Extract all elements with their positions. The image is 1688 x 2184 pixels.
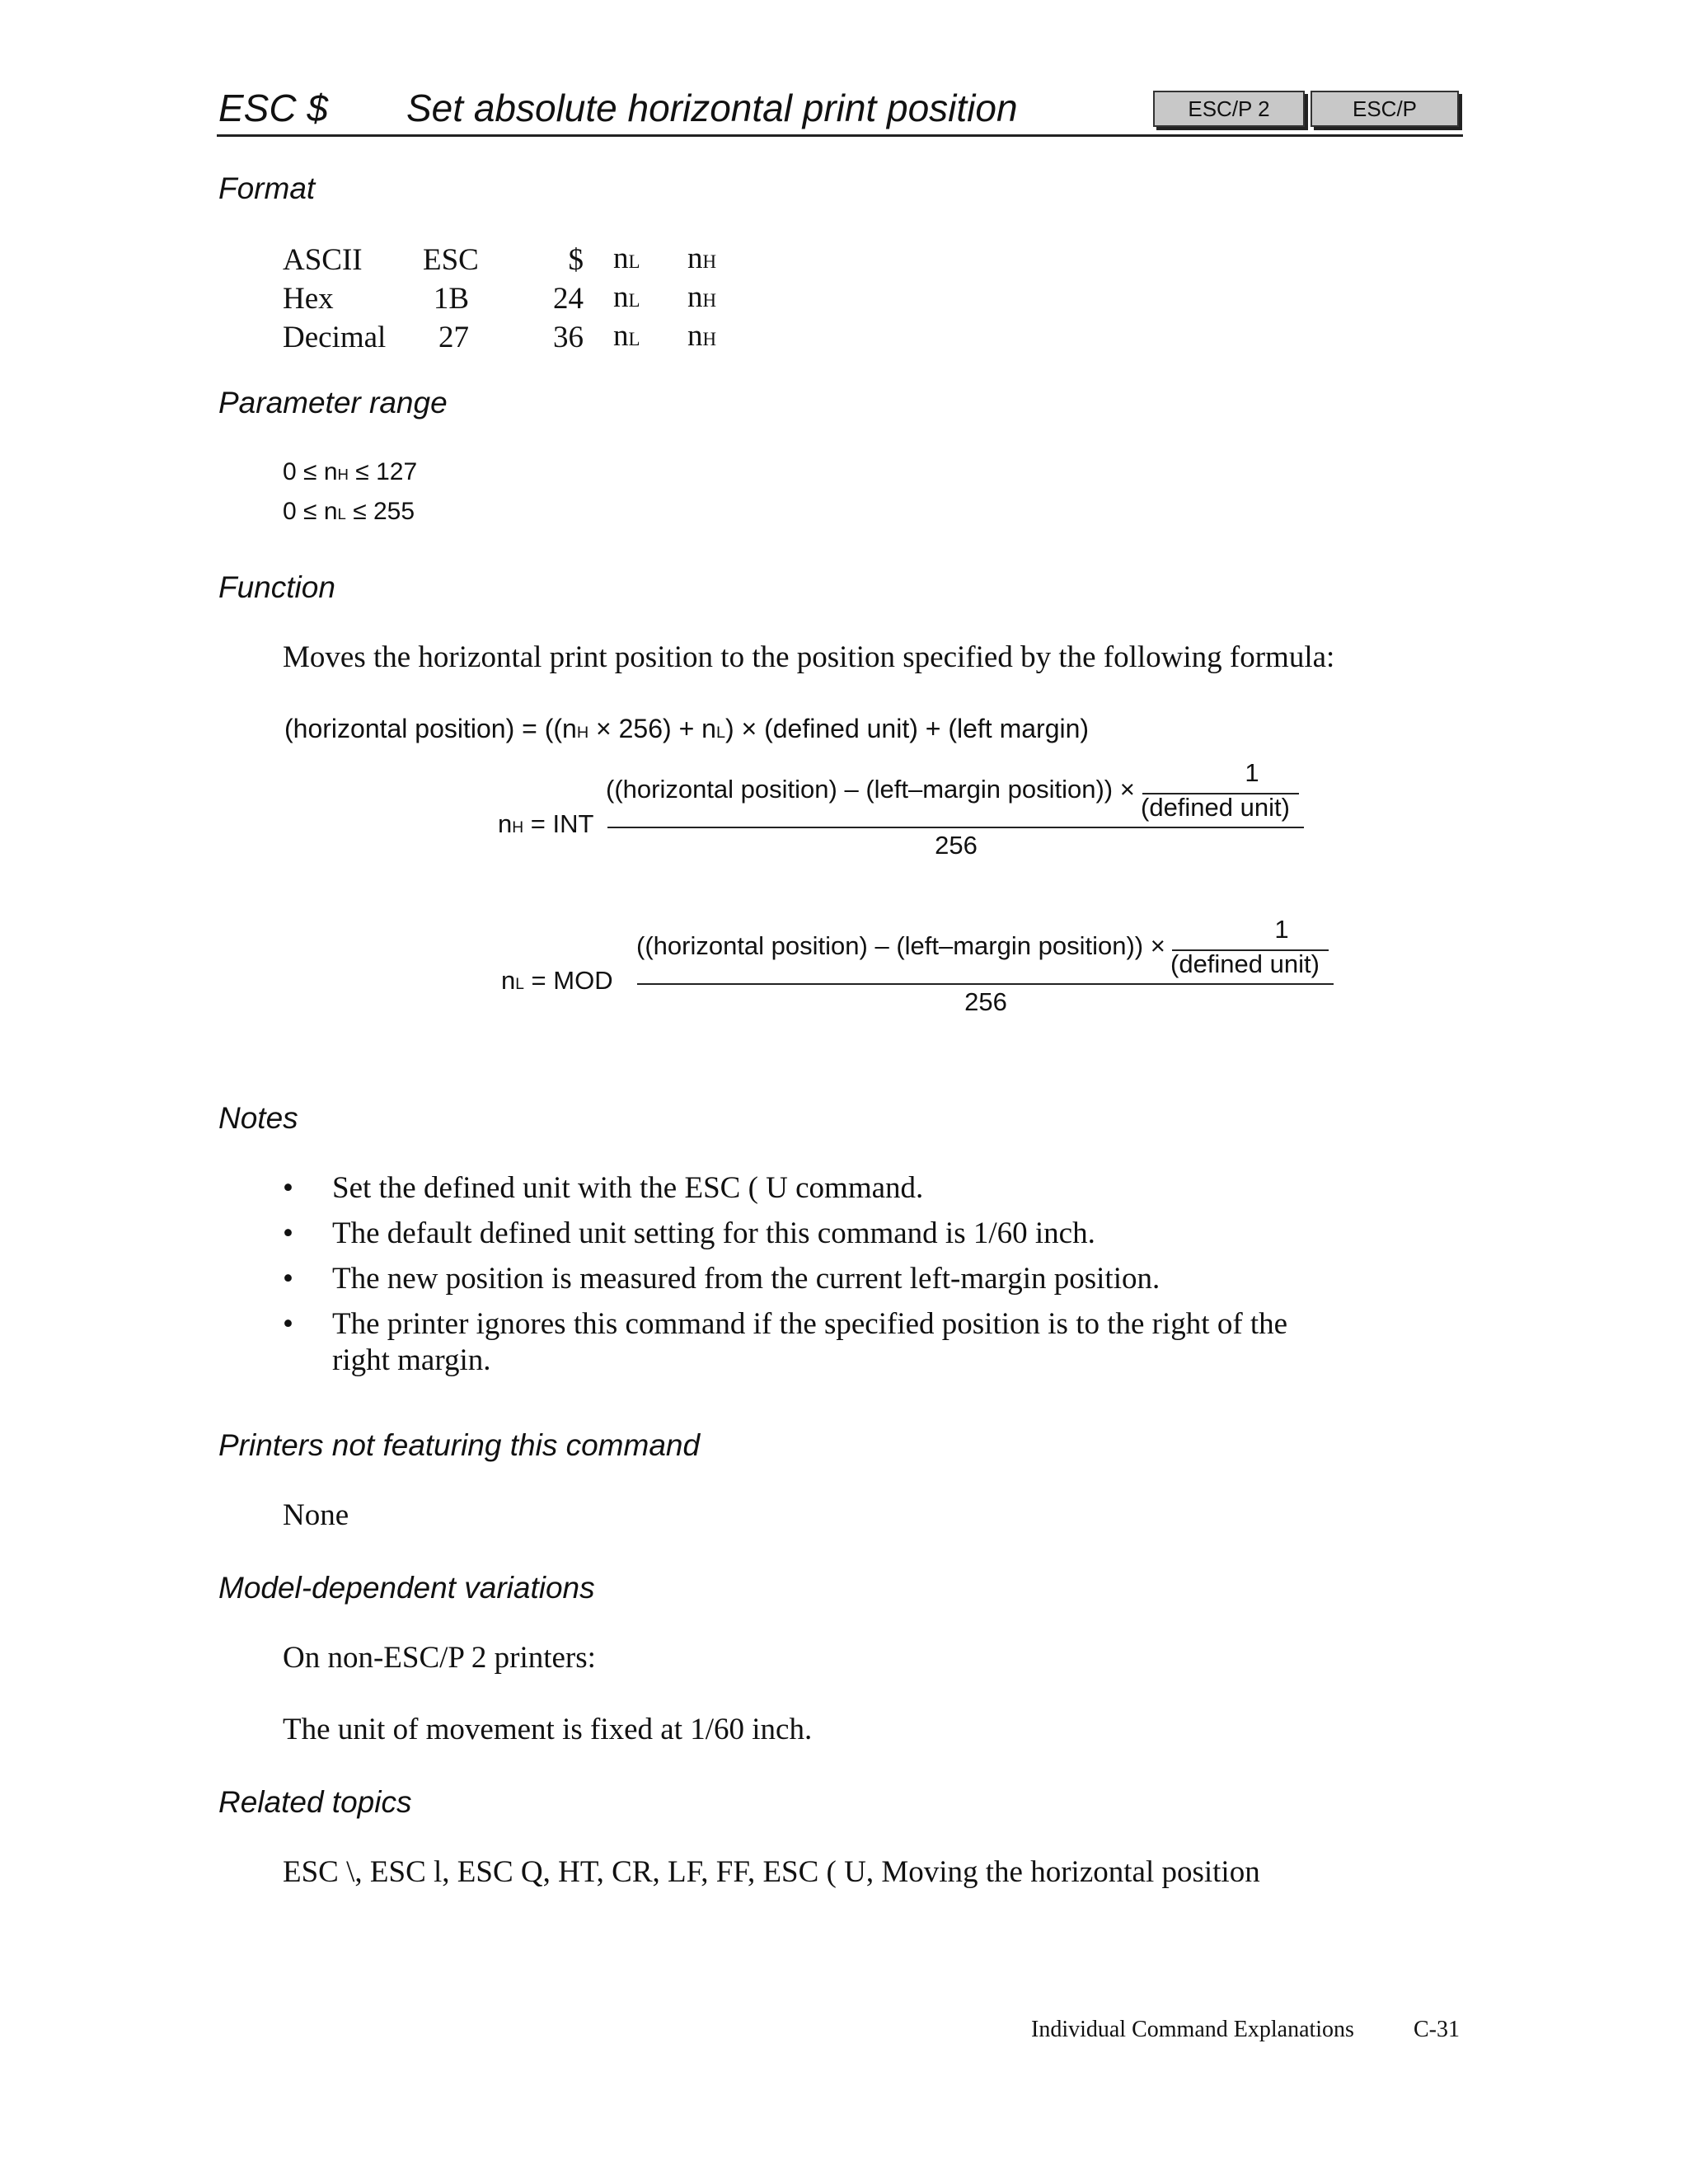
- bullet: •: [283, 1262, 293, 1296]
- command-code: ESC $: [218, 87, 328, 129]
- list-item: • The printer ignores this command if the specified position is to the right of the right margin.: [283, 1307, 1288, 1377]
- nl-denominator: 256: [964, 987, 1007, 1016]
- format-row-hex: Hex 1B 24 nL nH: [283, 280, 717, 316]
- notes-heading: Notes: [218, 1101, 298, 1135]
- model-variations-line: The unit of movement is fixed at 1/60 inch.: [283, 1713, 813, 1746]
- position-formula: (horizontal position) = ((nH × 256) + nL) × (defined unit) + (left margin): [284, 714, 1090, 743]
- badge-escp: ESC/P: [1311, 91, 1459, 127]
- parameter-range-line: 0 ≤ nL ≤ 255: [283, 498, 415, 525]
- printers-not-featuring-heading: Printers not featuring this command: [218, 1428, 701, 1462]
- nh-denominator: 256: [935, 831, 978, 860]
- page-number: C-31: [1414, 2017, 1460, 2042]
- related-topics-text: ESC \, ESC l, ESC Q, HT, CR, LF, FF, ESC ( U, Moving the horizontal position: [283, 1855, 1260, 1889]
- list-item: • Set the defined unit with the ESC ( U command.: [283, 1171, 924, 1205]
- parameter-range-heading: Parameter range: [218, 386, 448, 419]
- bullet: •: [283, 1171, 293, 1205]
- format-heading: Format: [218, 171, 316, 205]
- printers-not-featuring-text: None: [283, 1498, 349, 1532]
- bullet: •: [283, 1216, 293, 1250]
- list-item: • The new position is measured from the current left-margin position.: [283, 1262, 1160, 1296]
- nh-inner-denominator: (defined unit): [1141, 793, 1290, 822]
- notes-list: [283, 1170, 1461, 1388]
- nl-formula-lhs: nL = MOD: [501, 966, 613, 995]
- format-table: [283, 241, 753, 357]
- related-topics-heading: Related topics: [218, 1785, 412, 1819]
- nl-numerator: ((horizontal position) – (left–margin position)) ×: [636, 931, 1165, 960]
- title-rule: [217, 134, 1463, 137]
- nl-fraction-bar: [637, 983, 1334, 985]
- list-item: • The default defined unit setting for this command is 1/60 inch.: [283, 1216, 1095, 1250]
- nh-inner-numerator: 1: [1245, 758, 1259, 787]
- format-row-decimal: Decimal 27 36 nL nH: [283, 319, 717, 354]
- model-variations-heading: Model-dependent variations: [218, 1571, 595, 1605]
- nl-inner-denominator: (defined unit): [1170, 949, 1320, 978]
- model-variations-line: On non-ESC/P 2 printers:: [283, 1641, 596, 1675]
- function-description: Moves the horizontal print position to the position specified by the following formula:: [283, 640, 1335, 674]
- bullet: •: [283, 1307, 293, 1341]
- badge-escp2: ESC/P 2: [1153, 91, 1305, 127]
- format-row-ascii: ASCII ESC $ nL nH: [283, 241, 717, 277]
- footer-section: Individual Command Explanations: [1031, 2017, 1354, 2042]
- function-heading: Function: [218, 570, 335, 604]
- parameter-range-line: 0 ≤ nH ≤ 127: [283, 458, 418, 485]
- nh-formula-lhs: nH = INT: [498, 809, 594, 838]
- nh-fraction-bar: [607, 827, 1304, 828]
- page-title: Set absolute horizontal print position: [406, 87, 1018, 129]
- nh-numerator: ((horizontal position) – (left–margin position)) ×: [606, 775, 1135, 804]
- nl-inner-numerator: 1: [1274, 915, 1289, 944]
